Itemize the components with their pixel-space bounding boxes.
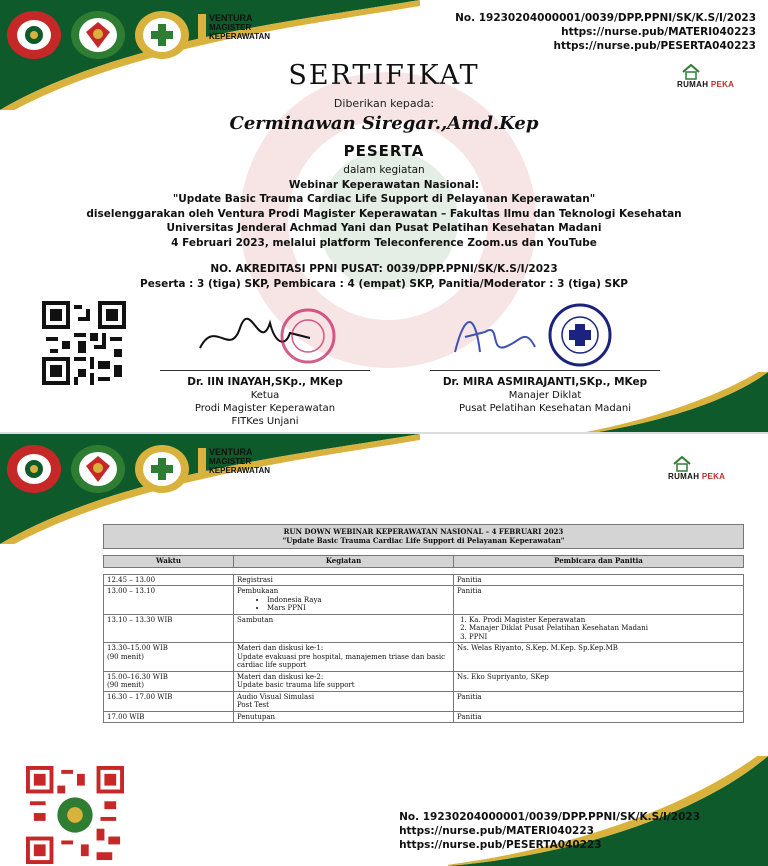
signatory-name: Dr. MIRA ASMIRAJANTI,SKp., MKep <box>442 376 648 388</box>
cell-activity: Registrasi <box>234 574 454 586</box>
cell-person: Panitia <box>454 574 744 586</box>
table-row <box>104 614 744 643</box>
signatory-title: Manajer Diklat <box>508 390 582 401</box>
peserta-link[interactable]: https://nurse.pub/PESERTA040223 <box>553 40 756 52</box>
body-line: Webinar Keperawatan Nasional: <box>288 178 480 191</box>
ppni-logo-icon <box>6 444 62 494</box>
signatory-iin <box>150 376 380 428</box>
table-title-line: RUN DOWN WEBINAR KEPERAWATAN NASIONAL – 4 FEBRUARI 2023 <box>283 527 564 536</box>
body-line: diselenggarakan oleh Ventura Prodi Magister Keperawatan – Fakultas Ilmu dan Teknologi Kesehatan <box>86 207 682 220</box>
ventura-text: KEPERAWATAN <box>209 32 271 41</box>
signatory-name: Dr. IIN INAYAH,SKp., MKep <box>187 376 343 388</box>
ventura-text: MAGISTER <box>209 457 252 466</box>
table-gap-row <box>104 549 744 556</box>
rumah-word: RUMAH <box>677 80 709 89</box>
materi-link[interactable]: https://nurse.pub/MATERI040223 <box>399 825 594 837</box>
bullet-item: • Mars PPNI <box>267 604 450 613</box>
skp-line: Peserta : 3 (tiga) SKP, Pembicara : 4 (empat) SKP, Panitia/Moderator : 3 (tiga) SKP <box>140 277 628 290</box>
signature-mira-icon <box>445 302 625 368</box>
recipient-role: PESERTA <box>343 142 425 160</box>
cell-time: 16.30 – 17.00 WIB <box>104 691 234 711</box>
accreditation-block <box>0 262 768 291</box>
table-gap-row <box>104 567 744 574</box>
cell-time: 17.00 WIB <box>104 711 234 723</box>
recipient-name: Cerminawan Siregar.,Amd.Kep <box>229 113 539 134</box>
house-icon <box>672 456 692 472</box>
signatory-title: Prodi Magister Keperawatan <box>194 403 336 414</box>
reference-block <box>455 11 756 53</box>
column-header-waktu: Waktu <box>104 556 234 568</box>
cell-activity <box>234 643 454 672</box>
peka-word: PEKA <box>701 472 726 481</box>
ventura-logo <box>198 14 270 44</box>
pusat-pelatihan-logo-icon <box>134 444 190 494</box>
cell-time: 13.10 – 13.30 WIB <box>104 614 234 643</box>
ventura-logo <box>198 448 270 478</box>
ventura-text: KEPERAWATAN <box>209 466 271 475</box>
body-line: dalam kegiatan <box>343 164 425 176</box>
signature-line <box>430 370 660 371</box>
ventura-mark-icon <box>198 14 206 44</box>
signatory-title: Ketua <box>250 390 280 401</box>
table-header-row <box>104 556 744 568</box>
activity-detail: Post Test <box>237 701 269 709</box>
rumah-peka-logo <box>668 456 725 481</box>
signature-line <box>160 370 370 371</box>
ventura-mark-icon <box>198 448 206 478</box>
person-item: 2. Manajer Diklat Pusat Pelatihan Kesehatan Madani <box>469 624 740 633</box>
time-text: 13.30–15.00 WIB <box>107 644 168 652</box>
signature-iin-icon <box>190 308 360 368</box>
table-row <box>104 711 744 723</box>
ppni-logo-icon <box>6 10 62 60</box>
cell-person: Ns. Welas Riyanto, S.Kep. M.Kep. Sp.Kep.MB <box>454 643 744 672</box>
body-line: Universitas Jenderal Achmad Yani dan Pusat Pelatihan Kesehatan Madani <box>166 222 602 234</box>
pusat-pelatihan-logo-icon <box>134 10 190 60</box>
cell-time: 13.00 – 13.10 <box>104 586 234 615</box>
table-row <box>104 691 744 711</box>
rumah-word: RUMAH <box>668 472 700 481</box>
rundown-table <box>103 524 744 723</box>
ventura-text: VENTURA <box>209 13 253 23</box>
activity-label: Materi dan diskusi ke-1: <box>237 644 324 652</box>
cell-person: Panitia <box>454 711 744 723</box>
cell-activity <box>234 586 454 615</box>
person-item: 3. PPNI <box>469 633 740 642</box>
reference-number: No. 19230204000001/0039/DPP.PPNI/SK/K.S/I/2023 <box>399 811 700 823</box>
table-row <box>104 586 744 615</box>
signatory-title: Pusat Pelatihan Kesehatan Madani <box>459 403 631 414</box>
time-text: 15.00–16.30 WIB <box>107 672 168 681</box>
qr-code-icon[interactable] <box>42 301 126 385</box>
cell-time <box>104 643 234 672</box>
table-title <box>104 525 744 549</box>
activity-bullets <box>237 596 450 613</box>
peka-word: PEKA <box>710 80 735 89</box>
cell-person: Panitia <box>454 586 744 615</box>
signatory-title: FITKes Unjani <box>231 416 299 427</box>
column-header-kegiatan: Kegiatan <box>234 556 454 568</box>
accreditation-number: NO. AKREDITASI PPNI PUSAT: 0039/DPP.PPNI/SK/K.S/I/2023 <box>210 263 558 275</box>
reference-number: No. 19230204000001/0039/DPP.PPNI/SK/K.S/I/2023 <box>455 12 756 24</box>
activity-detail: Update basic trauma life support <box>237 681 355 689</box>
garuda-logo-icon <box>70 10 126 60</box>
reference-block <box>399 810 700 852</box>
cell-time <box>104 671 234 691</box>
cell-activity: Sambutan <box>234 614 454 643</box>
duration-text: (90 menit) <box>107 652 144 661</box>
certificate-title: SERTIFIKAT <box>288 60 480 91</box>
signatory-mira <box>420 376 670 415</box>
bullet-item: • Indonesia Raya <box>267 596 450 605</box>
body-line: 4 Februari 2023, melalui platform Teleconference Zoom.us dan YouTube <box>171 236 597 249</box>
cell-activity <box>234 691 454 711</box>
person-item: 1. Ka. Prodi Magister Keperawatan <box>469 616 740 625</box>
ventura-text: MAGISTER <box>209 23 252 32</box>
cell-person: Panitia <box>454 691 744 711</box>
table-row <box>104 643 744 672</box>
activity-detail: Update evakuasi pre hospital, manajemen triase dan basic cardiac life support <box>237 652 446 669</box>
cell-activity <box>234 671 454 691</box>
cell-person <box>454 614 744 643</box>
table-title-row <box>104 525 744 549</box>
activity-label: Materi dan diskusi ke-2: <box>237 672 324 681</box>
cell-activity: Penutupan <box>234 711 454 723</box>
body-line: "Update Basic Trauma Cardiac Life Support di Pelayanan Keperawatan" <box>172 193 596 205</box>
peserta-link[interactable]: https://nurse.pub/PESERTA040223 <box>399 839 602 851</box>
materi-link[interactable]: https://nurse.pub/MATERI040223 <box>561 26 756 38</box>
table-subtitle-line: "Update Basic Trauma Cardiac Life Support di Pelayanan Keperawatan" <box>282 535 565 545</box>
certificate-body <box>0 163 768 250</box>
given-to-label: Diberikan kepada: <box>333 97 435 110</box>
certificate-page <box>0 0 768 432</box>
qr-code-icon[interactable] <box>26 766 124 864</box>
table-row <box>104 671 744 691</box>
ventura-text: VENTURA <box>209 447 253 457</box>
table-row <box>104 574 744 586</box>
activity-label: Pembukaan <box>237 587 279 595</box>
column-header-pembicara: Pembicara dan Panitia <box>454 556 744 568</box>
garuda-logo-icon <box>70 444 126 494</box>
cell-person: Ns. Eko Supriyanto, SKep <box>454 671 744 691</box>
duration-text: (90 menit) <box>107 681 144 689</box>
activity-label: Audio Visual Simulasi <box>237 692 315 701</box>
person-list <box>457 616 740 642</box>
cell-time: 12.45 – 13.00 <box>104 574 234 586</box>
